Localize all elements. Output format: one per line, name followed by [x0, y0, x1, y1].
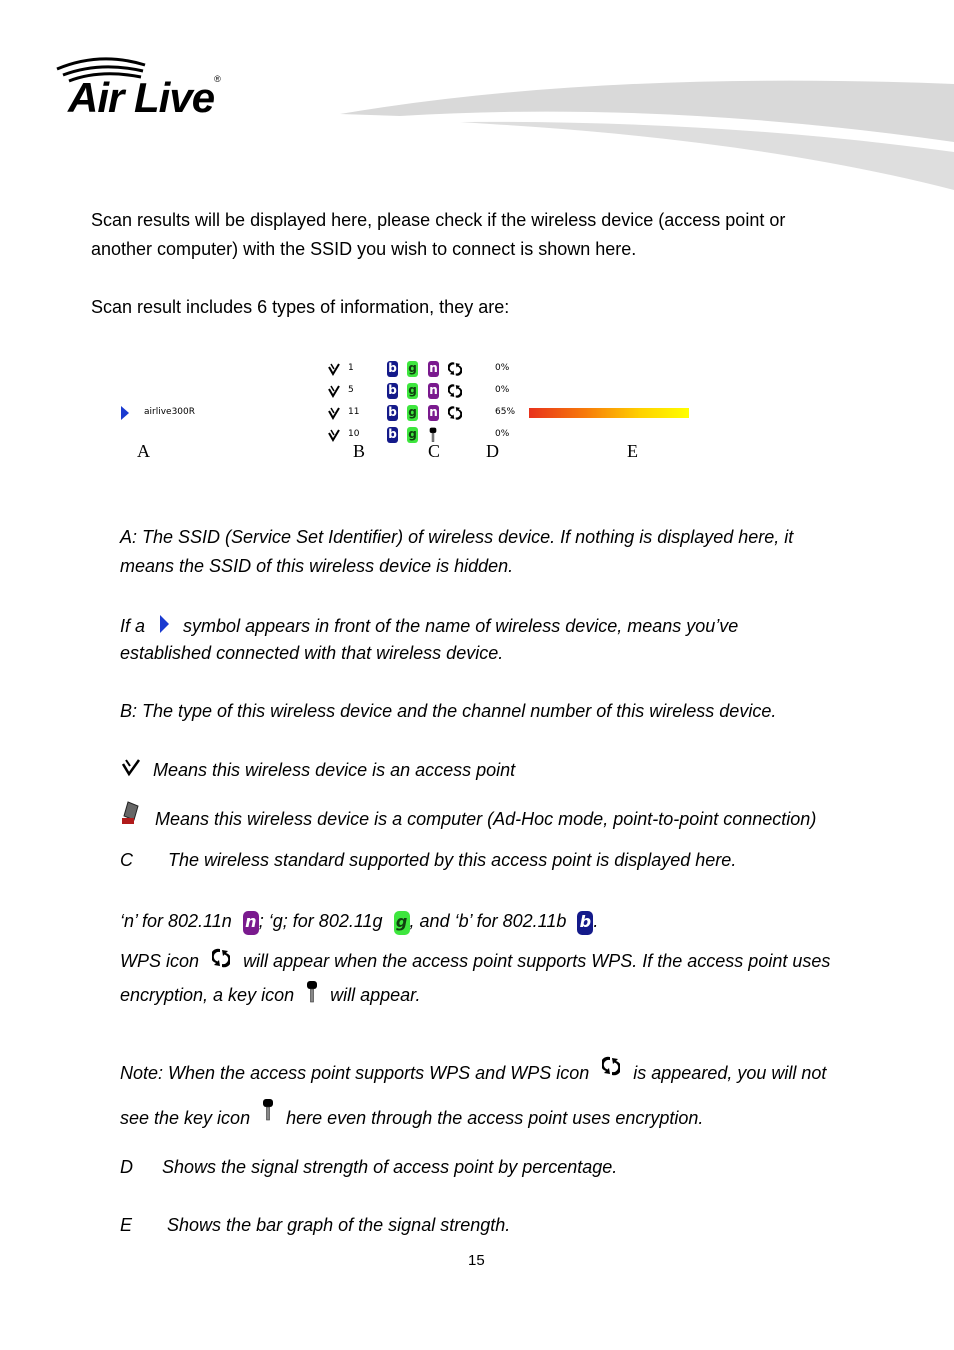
header — [0, 0, 954, 200]
wps-icon — [212, 947, 230, 969]
desc-e-text: Shows the bar graph of the signal strength. — [167, 1215, 511, 1235]
label-a: A — [137, 441, 150, 461]
access-point-icon — [120, 756, 142, 778]
ssid-text: airlive300R — [144, 407, 196, 417]
badge-b-icon: b — [388, 383, 397, 397]
wps-icon — [602, 1055, 620, 1077]
desc-standards — [120, 907, 598, 935]
access-point-icon — [327, 362, 341, 376]
desc-connected-post: symbol appears in front of the name of wireless device, means you’ve — [183, 616, 739, 636]
signal-percent-text: 0% — [495, 363, 510, 373]
note2-post-text: here even through the access point uses encryption. — [286, 1108, 704, 1128]
desc-e — [120, 1215, 510, 1236]
wps-pre-text: WPS icon — [120, 951, 200, 971]
badge-g-icon: g — [408, 405, 417, 419]
desc-e-letter: E — [120, 1215, 133, 1235]
desc-note-2 — [120, 1098, 703, 1129]
wps-post-text: will appear when the access point supports WPS. If the access point uses — [243, 951, 831, 971]
connected-arrow-icon — [120, 405, 130, 421]
label-b: B — [353, 441, 366, 461]
badge-n-icon: n — [429, 383, 438, 397]
badge-b-icon: b — [388, 405, 397, 419]
key-icon — [261, 1098, 275, 1122]
page-number: 15 — [468, 1252, 485, 1269]
connected-arrow-icon — [158, 614, 170, 634]
signal-bar-graph — [529, 408, 689, 418]
desc-ap-text: Means this wireless device is an access point — [153, 760, 516, 780]
badge-g-icon: g — [408, 383, 417, 397]
note-pre-text: Note: When the access point supports WPS and WPS icon — [120, 1063, 590, 1083]
access-point-icon — [327, 406, 341, 420]
std-g-text: ; ‘g; for 802.11g — [258, 911, 383, 931]
logo-text: Air Live — [68, 74, 215, 121]
desc-connected — [120, 613, 880, 667]
badge-n-icon: n — [429, 405, 438, 419]
access-point-icon — [327, 384, 341, 398]
badge-n-icon: n — [429, 361, 438, 375]
logo — [68, 74, 220, 122]
desc-wps — [120, 947, 830, 972]
desc-connected-pre: If a — [120, 616, 146, 636]
badge-g-icon: g — [408, 427, 417, 441]
std-b-text: , and ‘b’ for 802.11b — [409, 911, 567, 931]
note-post-text: is appeared, you will not — [633, 1063, 827, 1083]
label-c: C — [428, 441, 441, 461]
access-point-icon — [327, 428, 341, 442]
note2-pre-text: see the key icon — [120, 1108, 251, 1128]
key-pre-text: encryption, a key icon — [120, 985, 295, 1005]
signal-percent-text: 0% — [495, 429, 510, 439]
desc-connected-line-2: established connected with that wireless device. — [120, 643, 504, 663]
desc-a-line-1: A: The SSID (Service Set Identifier) of wireless device. If nothing is displayed here, it — [120, 527, 794, 547]
intro-paragraph — [91, 206, 891, 264]
wps-icon — [448, 361, 462, 377]
badge-b-icon: b — [577, 911, 593, 935]
std-end-text: . — [593, 911, 599, 931]
desc-pc — [120, 800, 816, 830]
badge-g-icon: g — [394, 911, 410, 935]
desc-c-text: The wireless standard supported by this access point is displayed here. — [168, 850, 737, 870]
intro-line-2: another computer) with the SSID you wish to connect is shown here. — [91, 239, 637, 259]
desc-key — [120, 980, 421, 1006]
intro-line-1: Scan results will be displayed here, please check if the wireless device (access point or — [91, 210, 786, 230]
intro-line-3: Scan result includes 6 types of information, they are: — [91, 297, 510, 317]
wps-icon — [448, 383, 462, 399]
key-icon — [305, 980, 319, 1004]
label-e: E — [627, 441, 638, 461]
badge-n-icon: n — [243, 911, 259, 935]
key-post-text: will appear. — [330, 985, 421, 1005]
signal-percent-text: 65% — [495, 407, 516, 417]
desc-note — [120, 1055, 826, 1084]
header-swoosh-graphic — [340, 80, 954, 195]
signal-percent-text: 0% — [495, 385, 510, 395]
desc-c-letter: C — [120, 850, 133, 870]
desc-a-line-2: means the SSID of this wireless device is hidden. — [120, 556, 514, 576]
computer-icon — [120, 800, 144, 828]
channel-text: 11 — [348, 407, 360, 417]
desc-d-text: Shows the signal strength of access point by percentage. — [162, 1157, 618, 1177]
channel-text: 1 — [348, 363, 354, 373]
badge-g-icon: g — [408, 361, 417, 375]
wps-icon — [448, 405, 462, 421]
channel-text: 10 — [348, 429, 360, 439]
label-d: D — [486, 441, 499, 461]
badge-b-icon: b — [388, 361, 397, 375]
badge-b-icon: b — [388, 427, 397, 441]
desc-pc-text: Means this wireless device is a computer (Ad-Hoc mode, point-to-point connection) — [155, 809, 817, 829]
desc-d — [120, 1157, 617, 1178]
logo-registered-mark: ® — [214, 74, 220, 84]
desc-d-letter: D — [120, 1157, 133, 1177]
std-n-text: ‘n’ for 802.11n — [120, 911, 232, 931]
desc-c — [120, 850, 736, 871]
desc-ap — [120, 756, 515, 781]
channel-text: 5 — [348, 385, 354, 395]
scan-result-figure — [110, 358, 710, 468]
desc-a — [120, 523, 880, 581]
desc-b: B: The type of this wireless device and the channel number of this wireless device. — [120, 701, 777, 721]
